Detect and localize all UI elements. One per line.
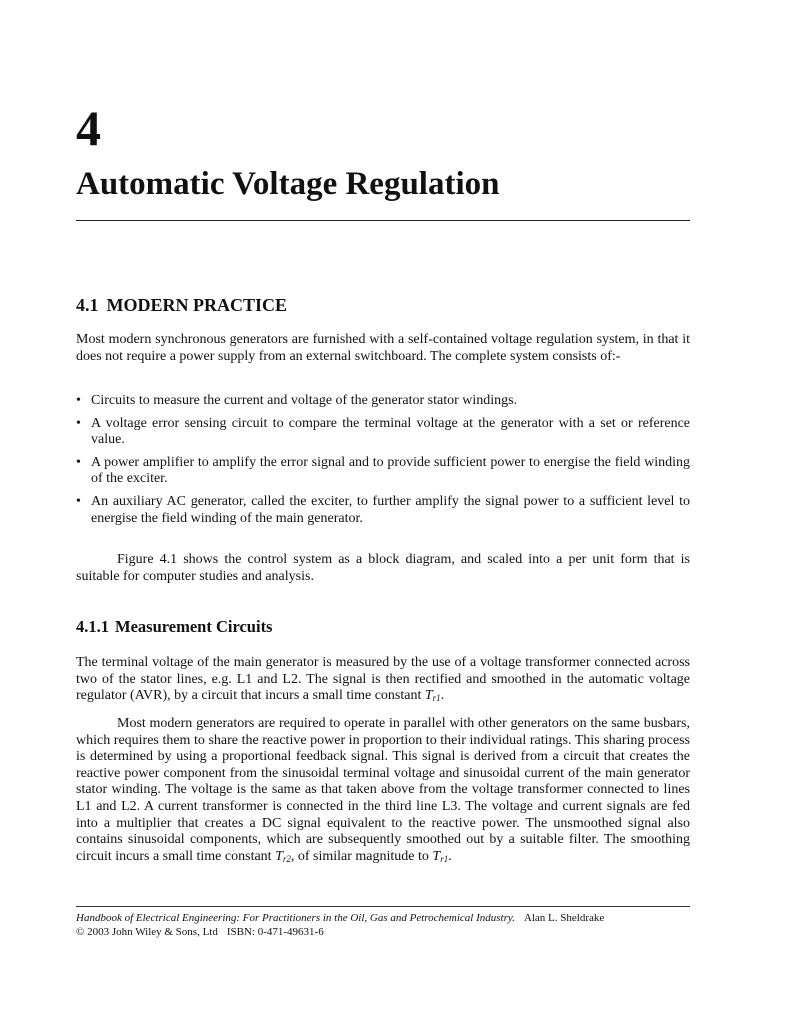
time-constant-subscript: r2 xyxy=(282,853,291,864)
time-constant-symbol: T xyxy=(432,848,441,864)
bullet-icon: • xyxy=(76,493,81,509)
footer xyxy=(76,911,690,939)
time-constant-symbol: T xyxy=(424,688,433,704)
time-constant-subscript: r1 xyxy=(440,853,449,864)
title-divider xyxy=(76,220,690,221)
time-constant-symbol: T xyxy=(275,848,283,864)
intro-paragraph: Most modern synchronous generators are furnished with a self-contained voltage regulation system, in that it does not require a power supply from an external switchboard. The complete system consists of:- xyxy=(76,332,690,364)
figure-paragraph: Figure 4.1 shows the control system as a block diagram, and scaled into a per unit form that is suitable for computer studies and analysis. xyxy=(76,552,690,584)
paragraph-text: Most modern generators are required to operate in parallel with other generators on the same busbars, which requires them to share the reactive power in proportion to their individual ratings. This sharing process is determined by using a proportional feedback signal. This signal is derived from a circuit that creates the reactive power component from the sinusoidal terminal voltage and sinusoidal current of the main generator stator winding. The voltage is the same as that taken above from the voltage transformer connected to lines L1 and L2. A current transformer is connected in the third line L3. The voltage and current signals are fed into a multiplier that creates a DC signal equivalent to the reactive power. The unsmoothed signal also contains sinusoidal components, which are subsequently smoothed out by a suitable filter. The smoothing circuit incurs a small time constant xyxy=(76,716,690,864)
bullet-icon: • xyxy=(76,393,81,408)
section-number: 4.1 xyxy=(76,295,99,315)
section-title: MODERN PRACTICE xyxy=(106,295,288,315)
chapter-title: Automatic Voltage Regulation xyxy=(76,166,500,202)
subsection-heading xyxy=(76,618,272,636)
sentence-period: . xyxy=(440,688,445,704)
list-item xyxy=(76,494,690,527)
copyright-notice: © 2003 John Wiley & Sons, Ltd xyxy=(76,926,218,938)
paragraph-text: The terminal voltage of the main generator is measured by the use of a voltage transformer connected across two of the stator lines, e.g. L1 and L2. The signal is then rectified and smoothed in the automatic voltage regulator (AVR), by a circuit that incurs a small time constant xyxy=(76,655,690,704)
list-item xyxy=(76,393,690,410)
book-title: Handbook of Electrical Engineering: For Practitioners in the Oil, Gas and Petrochemical Industry. xyxy=(76,912,515,924)
time-constant-subscript: r1 xyxy=(432,693,441,704)
sentence-period: . xyxy=(448,848,452,864)
bullet-icon: • xyxy=(76,454,81,470)
paragraph-text-mid: , of similar magnitude to xyxy=(290,848,433,864)
list-item-text: A voltage error sensing circuit to compare the terminal voltage at the generator with a set or reference value. xyxy=(91,415,690,448)
measurement-paragraph-2 xyxy=(76,716,690,865)
list-item xyxy=(76,455,690,488)
list-item-text: Circuits to measure the current and voltage of the generator stator windings. xyxy=(91,393,518,408)
footer-line-2 xyxy=(76,925,690,939)
component-list xyxy=(76,393,690,533)
subsection-title: Measurement Circuits xyxy=(115,617,273,636)
isbn: ISBN: 0-471-49631-6 xyxy=(226,926,324,938)
footer-line-1 xyxy=(76,911,690,925)
section-heading xyxy=(76,296,287,316)
bullet-icon: • xyxy=(76,415,81,431)
list-item-text: An auxiliary AC generator, called the exciter, to further amplify the signal power to a sufficient level to energise the field winding of the main generator. xyxy=(91,493,690,526)
list-item xyxy=(76,416,690,449)
subsection-number: 4.1.1 xyxy=(76,617,109,636)
footer-divider xyxy=(76,906,690,907)
chapter-number: 4 xyxy=(76,100,101,156)
measurement-paragraph-1 xyxy=(76,655,690,705)
list-item-text: A power amplifier to amplify the error signal and to provide sufficient power to energise the field winding of the exciter. xyxy=(91,454,690,487)
author-name: Alan L. Sheldrake xyxy=(523,912,605,924)
